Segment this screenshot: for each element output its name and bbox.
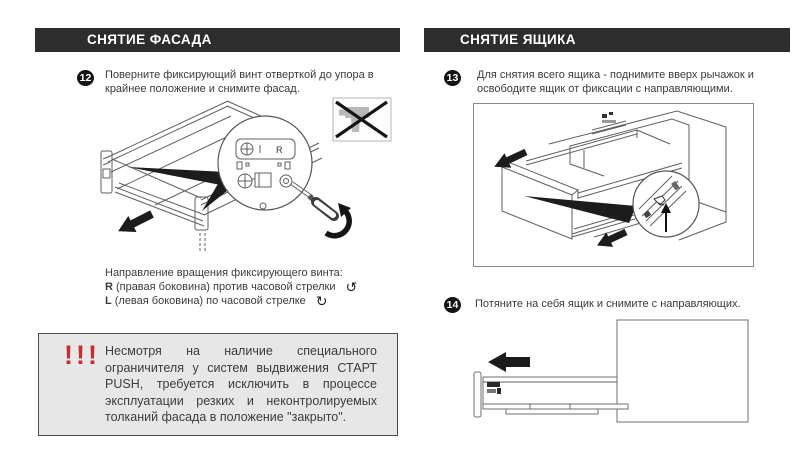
rotation-direction-block bbox=[105, 266, 357, 308]
step-12-text: Поверните фиксирующий винт отверткой до упора в крайнее положение и снимите фасад. bbox=[105, 69, 374, 95]
screwdriver-icon bbox=[290, 182, 351, 236]
lock-side-label: R bbox=[276, 145, 283, 155]
drawer-side-view bbox=[474, 372, 628, 417]
drawer-pullout-diagram bbox=[460, 316, 760, 426]
step-12-badge bbox=[77, 70, 94, 86]
side-letter-l: L bbox=[105, 295, 112, 307]
no-drill-icon bbox=[333, 98, 391, 141]
pull-out-arrow-icon bbox=[488, 352, 530, 372]
facade-removal-diagram bbox=[55, 93, 400, 265]
pull-arrow-top-icon bbox=[491, 145, 529, 174]
side-text-r: (правая боковина) против часовой стрелки bbox=[115, 281, 336, 293]
rotation-direction-r bbox=[105, 280, 357, 294]
step-14-text: Потяните на себя ящик и снимите с направляющих. bbox=[475, 298, 741, 310]
section-header-drawer-removal: СНЯТИЕ ЯЩИКА bbox=[424, 28, 790, 52]
step-14-number: 14 bbox=[446, 299, 459, 311]
step-14-badge bbox=[444, 297, 461, 313]
lever-magnifier-detail bbox=[633, 171, 699, 237]
cabinet-side-view bbox=[617, 320, 748, 422]
drawer-release-diagram bbox=[473, 103, 754, 267]
warning-box bbox=[38, 333, 398, 436]
rotation-direction-title: Направление вращения фиксирующего винта: bbox=[105, 267, 343, 279]
step-13-text: Для снятия всего ящика - поднимите вверх рычажок и освободите ящик от фиксации с направляющими. bbox=[477, 69, 754, 95]
step-13-number: 13 bbox=[446, 72, 459, 84]
warning-exclamation-icon: !!! bbox=[64, 340, 100, 370]
side-letter-r: R bbox=[105, 281, 113, 293]
clockwise-icon: ↻ bbox=[315, 293, 328, 309]
removal-arrow-icon bbox=[114, 206, 156, 239]
counterclockwise-icon: ↺ bbox=[345, 279, 358, 295]
side-text-l: (левая боковина) по часовой стрелке bbox=[114, 295, 306, 307]
warning-text: Несмотря на наличие специального ограничителя у систем выдвижения СТАРТ PUSH, требуется исключить в процессе эксплуатации резких и неконтролируемых толканий фасада в положение "закрыто". bbox=[105, 344, 377, 424]
step-13-badge bbox=[444, 70, 461, 86]
step-12-number: 12 bbox=[79, 72, 92, 84]
rotation-direction-l bbox=[105, 294, 357, 308]
magnifier-detail bbox=[218, 116, 312, 210]
section-header-facade-removal: СНЯТИЕ ФАСАДА bbox=[35, 28, 400, 52]
